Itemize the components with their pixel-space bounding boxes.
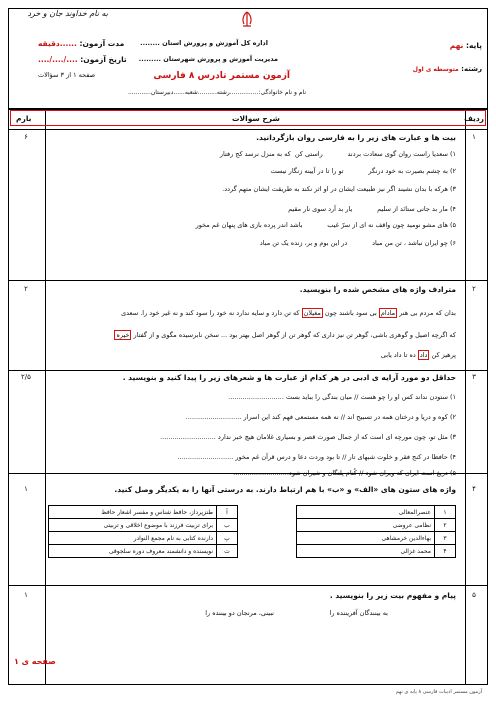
q4-right-text: بهاءالدین خرمشاهی (297, 532, 435, 545)
q4-right-number: ۱ (435, 506, 456, 519)
col-row-header: ردیف (464, 114, 484, 123)
org-line2: مدیریت آموزش و پرورش شهرستان ......... (138, 55, 278, 63)
grade-label: پایه: (466, 41, 482, 50)
q1-item-number: ۱) (447, 150, 456, 158)
q5-title: پیام و مفهوم بیت زیر را بنویسید . (329, 591, 456, 600)
q2-line1: بدان که مردم بی هنر مادام بی سود باشند چون مغیلان که تن دارد و سایه ندارد نه خود را سود کند و نه غیر خود را. سعدی (121, 309, 456, 317)
q4-right-row (297, 506, 456, 519)
q3-item: ۲) کوه و دریا و درختان همه در تسبیح اند // نه همه مستمعی فهم کند این اسرار ........................... (185, 413, 456, 421)
q2-title: مترادف واژه های مشخص شده را بنویسید. (299, 285, 456, 294)
q2-word-2: مغیلان (303, 309, 321, 317)
q4-right-row (297, 545, 456, 558)
q1-item-text-a: هرکه با بدان نشیند اگر نیز طبیعت ایشان در او اثر نکند به طریقت ایشان متهم گردد. (222, 185, 448, 193)
student-info-line: نام و نام خانوادگی:...............رشته..........شعبه......دبیرستان............ (127, 89, 306, 96)
q1-item (288, 206, 456, 213)
q1-item (260, 240, 456, 247)
q5-verse-a: به بینندگان آفریننده را (329, 609, 388, 617)
q1-item-text-a: چو ایران نباشد ، تن من مباد (372, 239, 448, 247)
q1-item-text-a: مار بد جانی ستانَد از سلیم (377, 205, 448, 213)
q4-right-text: نظامی عروضی (297, 519, 435, 532)
q4-left-key: پ (217, 532, 238, 545)
q1-item-text-b: تو را تا در آیینه زنگار نیست (270, 167, 369, 175)
grade-field (450, 42, 482, 50)
q2-number: ۲ (472, 285, 476, 293)
q4-left-text: طنزپرداز، حافظ شناس و مفسر اشعار حافظ (49, 506, 217, 519)
field-field (413, 66, 482, 73)
q1-item-number: ۶) (447, 239, 456, 247)
q2-word-1: مادام (380, 309, 396, 317)
q1-item (222, 186, 456, 193)
q5-score: ۱ (24, 591, 28, 599)
q4-left-row (49, 519, 238, 532)
q4-left-text: دارنده کتابی به نام مجمع النوادر (49, 532, 217, 545)
col-questions-header: شرح سوالات (232, 114, 280, 123)
q1-item-text-a: سعدیا راست روان گوی سعادت بردند (347, 150, 448, 158)
q1-item (271, 168, 456, 175)
q1-item (220, 151, 456, 158)
q1-number: ۱ (472, 133, 476, 141)
q1-item-number: ۲) (447, 167, 456, 175)
q1-title: بیت ها و عبارت های زیر را به فارسی روان بازگردانید. (256, 133, 456, 142)
q4-right-text: محمد غزالی (297, 545, 435, 558)
q4-score: ۱ (24, 485, 28, 493)
q1-item-number: ۵) (447, 221, 456, 229)
bismillah: به نام خداوند جان و خرد (27, 9, 108, 18)
exam-title: آزمون مستمر تادرس ۸ فارسی (153, 71, 290, 81)
q4-right-row (297, 532, 456, 545)
q1-item-text-b: در این بوم و بر، زنده یک تن مباد (259, 239, 373, 247)
emblem-icon (238, 10, 256, 30)
q3-item: ۵) دریغ است ایران که ویران شود // کُنام پلنگان و شیران شود........................... (233, 469, 456, 477)
duration-value: ......دقیقه (38, 39, 77, 48)
q1-item-text-b: راستی کن که به منزل نرسد کج رفتار (219, 150, 348, 158)
org-line1: اداره کل آموزش و پرورش استان ........ (140, 39, 268, 47)
q1-item-number: ۴) (447, 205, 456, 213)
page-info: صفحه ۱ از ۳ سؤالات (38, 71, 96, 79)
q4-left-row (49, 532, 238, 545)
q1-item (196, 222, 456, 229)
duration-label: مدت آزمون: (79, 39, 125, 48)
q1-item-text-b: باشد اندر پرده بازی های پنهان غم مخور (195, 221, 328, 229)
q2-line3: پرهیز کن داد ده تا داد یابی (380, 351, 456, 359)
q2-word-3: خیره (116, 331, 130, 339)
q4-column-right (296, 505, 456, 558)
grade-value: نهم (449, 41, 464, 50)
q4-left-row (49, 545, 238, 558)
q3-item: ۱) ستودن نداند کس او را چو هست // میان بندگی را بباید بست ........................... (228, 393, 456, 401)
q4-right-number: ۲ (435, 519, 456, 532)
q5-verse-b: نبینی، مرنجان دو بیننده را (205, 609, 274, 617)
q4-right-number: ۳ (435, 532, 456, 545)
q4-left-key: ب (217, 519, 238, 532)
q5-number: ۵ (472, 591, 476, 599)
footer-note: آزمون مستمر ادبیات فارسی ۸ پایه ی نهم (395, 689, 482, 695)
q1-item-text-a: های مشو نومید چون واقف نه ای از سرّ غیب (327, 221, 448, 229)
field-value: متوسطه ی اول (412, 66, 459, 73)
q4-right-number: ۴ (435, 545, 456, 558)
q3-item: ۳) مثل تو، چون مورچه ای است که از جمال صورت قصر و بسیاری غلامان هیچ خبر ندارد ........................... (160, 433, 456, 441)
q2-word-4: داد (419, 351, 428, 359)
q1-item-text-a: به چشم بصیرت به خود درنگر (368, 167, 448, 175)
q4-number: ۴ (472, 485, 476, 493)
q3-score: ۲/۵ (21, 373, 31, 381)
q2-line2: که اگرچه اصیل و گوهری باشی، گوهر تن نیز داری که گوهر تن از گوهر اصل بهتر بود ... سخن نابرسیده مگوی و از گفتار خیره (116, 331, 456, 339)
date-label: تاریخ آزمون: (80, 55, 127, 64)
q4-left-row (49, 506, 238, 519)
q4-left-text: نویسنده و دانشمند معروف دوره سلجوقی (49, 545, 217, 558)
q1-score: ۶ (24, 133, 28, 141)
footer-page: صفحه ی ۱ (14, 657, 56, 666)
q4-right-row (297, 519, 456, 532)
duration-field (38, 40, 124, 48)
q3-item: ۴) حافظا در کنج فقر و خلوت شبهای تار // تا بود وردت دعا و درس قرآن غم مخور ........................... (177, 453, 456, 461)
date-field (38, 56, 127, 64)
q2-score: ۲ (24, 285, 28, 293)
q4-left-key: ت (217, 545, 238, 558)
q4-title: واژه های ستون های «الف» و «ب» با هم ارتباط دارند. به درستی آنها را به یکدیگر وصل کنید. (114, 485, 456, 494)
q4-left-text: برای تربیت فرزند با موضوع اخلاقی و تربیتی (49, 519, 217, 532)
field-label: رشته: (461, 65, 482, 73)
q3-title: حداقل دو مورد آرایه ی ادبی در هر کدام از عبارت ها و شعرهای زیر را پیدا کنید و بنویسید . (122, 373, 456, 382)
q1-item-text-b: یار بد آرد سوی نار مقیم (288, 205, 378, 213)
q4-left-key: آ (217, 506, 238, 519)
date-value: ..../..../.... (38, 55, 78, 64)
q1-item-number: ۳) (447, 185, 456, 193)
q4-right-text: عنصرالمعالی (297, 506, 435, 519)
q3-number: ۳ (472, 373, 476, 381)
q4-column-left (48, 505, 238, 558)
col-score-header: بارم (16, 114, 32, 123)
